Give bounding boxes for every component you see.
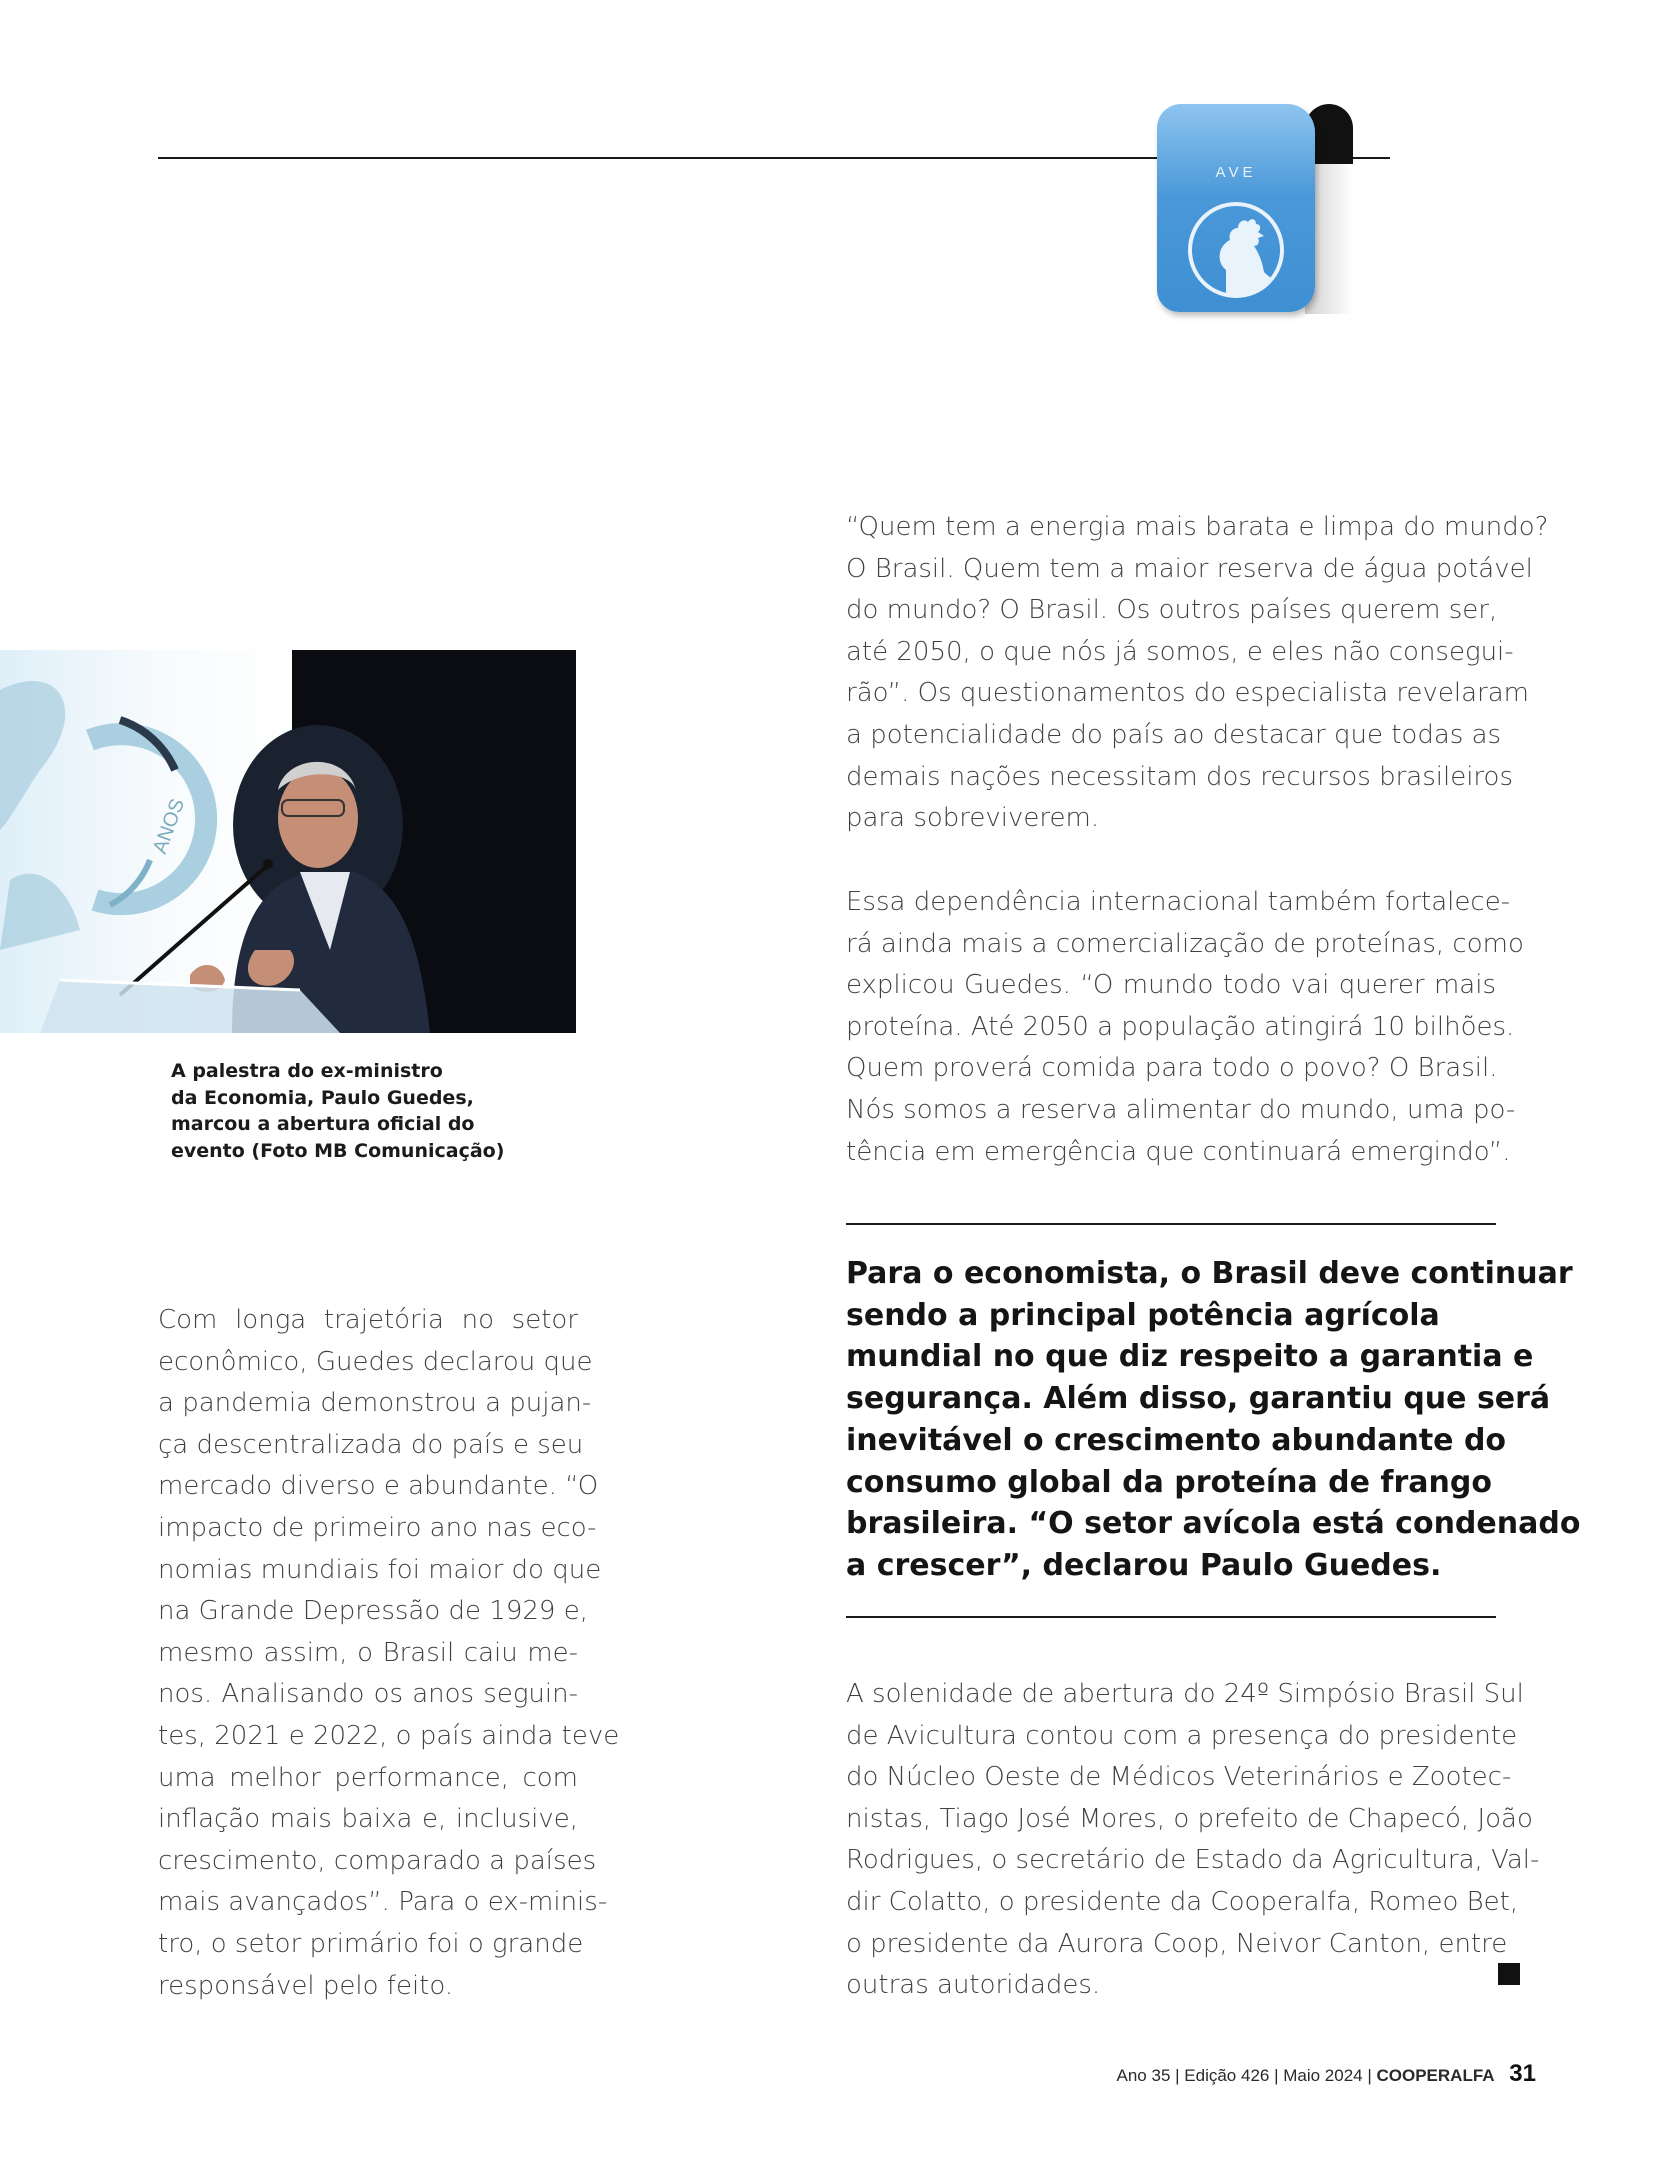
pull-quote-line: brasileira. “O setor avícola está condenado: [846, 1506, 1581, 1542]
text-line: nomias mundiais foi maior do que: [158, 1554, 602, 1585]
text-line: rão”. Os questionamentos do especialista revelaram: [846, 678, 1530, 709]
text-line: a pandemia demonstrou a pujan-: [158, 1388, 592, 1419]
text-line: outras autoridades.: [846, 1970, 1101, 2001]
right-paragraph-2: [846, 882, 1524, 1173]
text-line: crescimento, comparado a países: [158, 1845, 597, 1876]
pull-quote: [846, 1253, 1581, 1587]
text-line: mais avançados”. Para o ex-minis-: [158, 1887, 608, 1918]
pull-quote-line: Para o economista, o Brasil deve continuar: [846, 1256, 1573, 1291]
right-paragraph-1: [846, 507, 1549, 840]
text-line: responsável pelo feito.: [158, 1970, 454, 2001]
text-line: nistas, Tiago José Mores, o prefeito de Chapecó, João: [846, 1803, 1533, 1834]
text-line: até 2050, o que nós já somos, e eles não consegui-: [846, 636, 1514, 667]
article-end-mark: [1498, 1963, 1520, 1985]
text-line: uma melhor performance, com: [158, 1762, 578, 1793]
footer-publication: COOPERALFA: [1376, 2066, 1495, 2085]
page-footer: Ano 35 | Edição 426 | Maio 2024 | COOPERALFA 31: [1116, 2060, 1536, 2087]
caption-line: evento (Foto MB Comunicação): [171, 1139, 505, 1162]
event-photo: [0, 650, 576, 1033]
svg-text:ANOS: ANOS: [149, 795, 190, 857]
text-line: mercado diverso e abundante. “O: [158, 1471, 599, 1502]
pull-quote-bottom-rule: [846, 1616, 1496, 1618]
text-line: do mundo? O Brasil. Os outros países querem ser,: [846, 595, 1498, 626]
footer-edition: Edição 426: [1184, 2066, 1270, 2085]
rooster-icon: [1186, 200, 1286, 300]
photo-caption: [171, 1058, 551, 1164]
caption-line: da Economia, Paulo Guedes,: [171, 1086, 474, 1109]
left-paragraph-1: [158, 1300, 620, 2007]
text-line: dir Colatto, o presidente da Cooperalfa, Romeo Bet,: [846, 1886, 1519, 1917]
caption-line: marcou a abertura oficial do: [171, 1113, 475, 1135]
text-line: Com longa trajetória no setor: [158, 1305, 578, 1335]
pull-quote-line: a crescer”, declarou Paulo Guedes.: [846, 1547, 1442, 1583]
text-line: explicou Guedes. “O mundo todo vai querer mais: [846, 970, 1496, 1001]
pull-quote-line: sendo a principal potência agrícola: [846, 1297, 1440, 1333]
text-line: Nós somos a reserva alimentar do mundo, uma po-: [846, 1094, 1516, 1125]
pull-quote-top-rule: [846, 1223, 1496, 1225]
text-line: para sobreviverem.: [846, 803, 1100, 834]
section-label: AVE: [1215, 164, 1257, 181]
text-line: A solenidade de abertura do 24º Simpósio Brasil Sul: [846, 1679, 1524, 1709]
text-line: do Núcleo Oeste de Médicos Veterinários e Zootec-: [846, 1762, 1512, 1793]
page-number: 31: [1509, 2060, 1536, 2087]
text-line: na Grande Depressão de 1929 e,: [158, 1596, 588, 1627]
text-line: mesmo assim, o Brasil caiu me-: [158, 1637, 578, 1668]
text-line: impacto de primeiro ano nas eco-: [158, 1512, 597, 1543]
footer-year: Ano 35: [1116, 2066, 1171, 2085]
footer-date: Maio 2024: [1283, 2066, 1363, 2085]
text-line: econômico, Guedes declarou que: [158, 1346, 593, 1377]
text-line: proteína. Até 2050 a população atingirá 10 bilhões.: [846, 1011, 1515, 1042]
text-line: demais nações necessitam dos recursos brasileiros: [846, 761, 1513, 792]
text-line: o presidente da Aurora Coop, Neivor Canton, entre: [846, 1928, 1508, 1959]
pull-quote-line: inevitável o crescimento abundante do: [846, 1422, 1507, 1458]
text-line: a potencialidade do país ao destacar que todas as: [846, 719, 1502, 750]
text-line: de Avicultura contou com a presença do presidente: [846, 1720, 1518, 1751]
text-line: inflação mais baixa e, inclusive,: [158, 1804, 578, 1835]
text-line: Essa dependência internacional também fortalece-: [846, 887, 1511, 917]
tab-body: [1157, 104, 1315, 312]
text-line: O Brasil. Quem tem a maior reserva de água potável: [846, 553, 1533, 584]
text-line: rá ainda mais a comercialização de proteínas, como: [846, 928, 1524, 959]
speaker-at-podium-photo: [0, 650, 576, 1033]
text-line: Quem proverá comida para todo o povo? O Brasil.: [846, 1053, 1498, 1084]
text-line: ça descentralizada do país e seu: [158, 1429, 584, 1460]
right-paragraph-3: [846, 1674, 1540, 2007]
text-line: tro, o setor primário foi o grande: [158, 1928, 584, 1959]
text-line: tes, 2021 e 2022, o país ainda teve: [158, 1720, 620, 1751]
pull-quote-line: segurança. Além disso, garantiu que será: [846, 1381, 1551, 1417]
text-line: tência em emergência que continuará emergindo”.: [846, 1136, 1511, 1167]
text-line: Rodrigues, o secretário de Estado da Agricultura, Val-: [846, 1845, 1540, 1876]
section-tab-ave: [1155, 104, 1355, 314]
pull-quote-line: consumo global da proteína de frango: [846, 1464, 1492, 1500]
caption-line: A palestra do ex-ministro: [171, 1060, 443, 1082]
pull-quote-line: mundial no que diz respeito a garantia e: [846, 1339, 1534, 1375]
text-line: nos. Analisando os anos seguin-: [158, 1679, 578, 1710]
text-line: “Quem tem a energia mais barata e limpa do mundo?: [846, 512, 1549, 542]
